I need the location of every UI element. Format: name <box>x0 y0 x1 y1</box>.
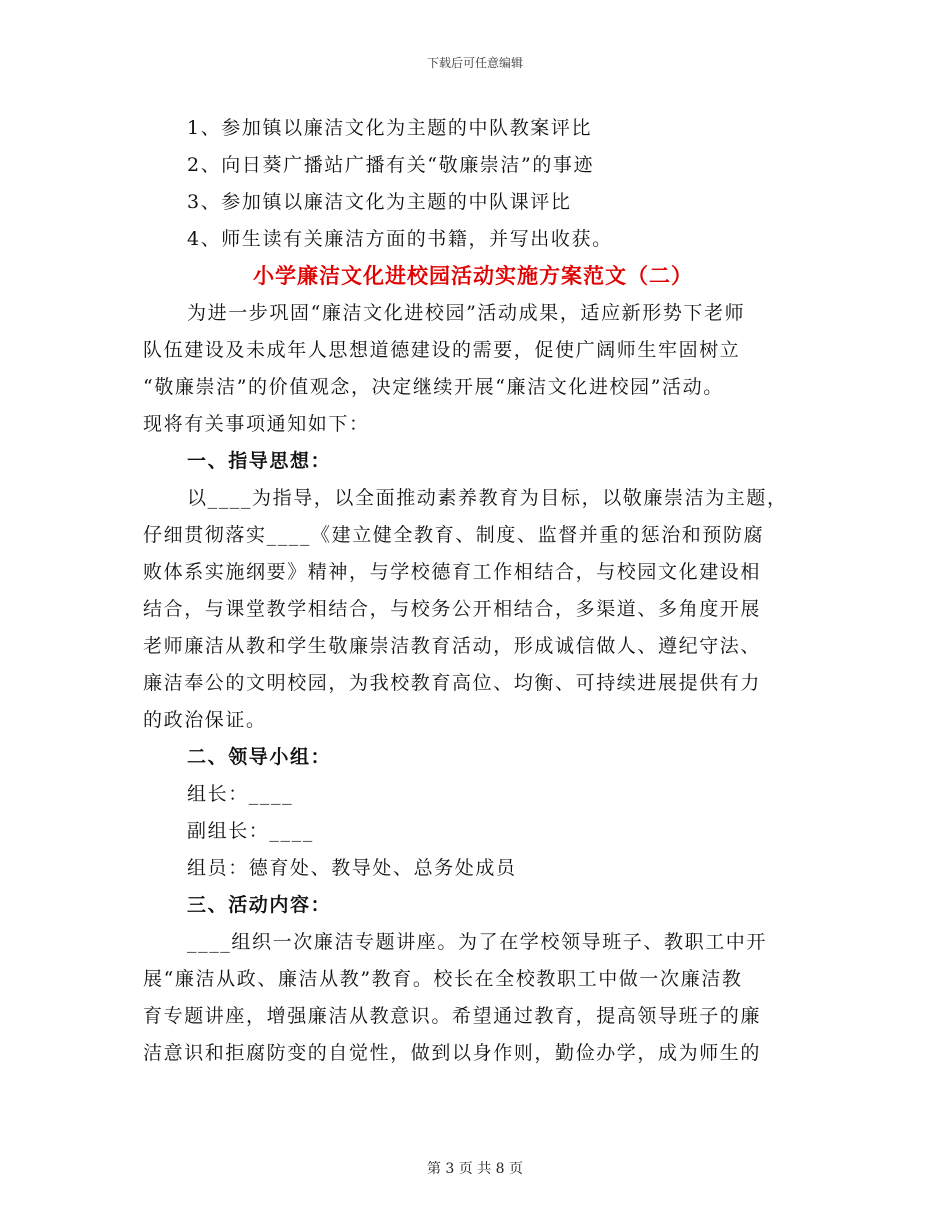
section-heading-guiding-ideology: 一、指导思想： <box>187 450 332 472</box>
paragraph-line: 洁意识和拒腐防变的自觉性，做到以身作则，勤俭办学，成为师生的 <box>143 1042 762 1064</box>
paragraph-line: ____组织一次廉洁专题讲座。为了在学校领导班子、教职工中开 <box>187 931 768 953</box>
paragraph-line: 育专题讲座，增强廉洁从教意识。希望通过教育，提高领导班子的廉 <box>143 1005 762 1027</box>
list-item: 4、师生读有关廉洁方面的书籍，并写出收获。 <box>187 228 613 250</box>
activity-content-paragraph <box>143 924 803 1072</box>
guiding-ideology-paragraph <box>143 480 803 739</box>
intro-paragraph <box>143 295 803 443</box>
group-leader: 组长：____ <box>187 783 294 805</box>
section-heading-leadership-group: 二、领导小组： <box>187 746 332 768</box>
paragraph-line: 以____为指导，以全面推动素养教育为目标，以敬廉崇洁为主题， <box>187 487 788 509</box>
activity-list <box>143 110 803 258</box>
paragraph-line: 老师廉洁从教和学生敬廉崇洁教育活动，形成诚信做人、遵纪守法、 <box>143 635 762 657</box>
list-item: 1、参加镇以廉洁文化为主题的中队教案评比 <box>187 117 593 139</box>
header-note: 下载后可任意编辑 <box>426 56 523 70</box>
paragraph-line: “敬廉崇洁”的价值观念，决定继续开展“廉洁文化进校园”活动。 <box>143 376 724 398</box>
paragraph-line: 展“廉洁从政、廉洁从教”教育。校长在全校教职工中做一次廉洁教 <box>143 968 743 990</box>
document-body <box>143 110 803 1072</box>
paragraph-line: 为进一步巩固“廉洁文化进校园”活动成果，适应新形势下老师 <box>187 302 746 324</box>
section-heading-activity-content: 三、活动内容： <box>187 894 332 916</box>
group-members: 组员：德育处、教导处、总务处成员 <box>187 857 517 879</box>
document-title: 小学廉洁文化进校园活动实施方案范文（二） <box>253 264 693 288</box>
group-deputy-leader: 副组长：____ <box>187 820 314 842</box>
paragraph-line: 廉洁奉公的文明校园，为我校教育高位、均衡、可持续进展提供有力 <box>143 672 762 694</box>
page-number: 第 3 页 共 8 页 <box>426 1161 524 1177</box>
paragraph-line: 的政治保证。 <box>143 709 267 731</box>
list-item: 3、参加镇以廉洁文化为主题的中队课评比 <box>187 191 572 213</box>
list-item: 2、向日葵广播站广播有关“敬廉崇洁”的事迹 <box>187 154 595 176</box>
paragraph-line: 仔细贯彻落实____《建立健全教育、制度、监督并重的惩治和预防腐 <box>143 524 765 546</box>
paragraph-line: 队伍建设及未成年人思想道德建设的需要，促使广阔师生牢固树立 <box>143 339 741 361</box>
paragraph-line: 现将有关事项通知如下： <box>143 413 370 435</box>
paragraph-line: 败体系实施纲要》精神，与学校德育工作相结合，与校园文化建设相 <box>143 561 762 583</box>
paragraph-line: 结合，与课堂教学相结合，与校务公开相结合，多渠道、多角度开展 <box>143 598 762 620</box>
